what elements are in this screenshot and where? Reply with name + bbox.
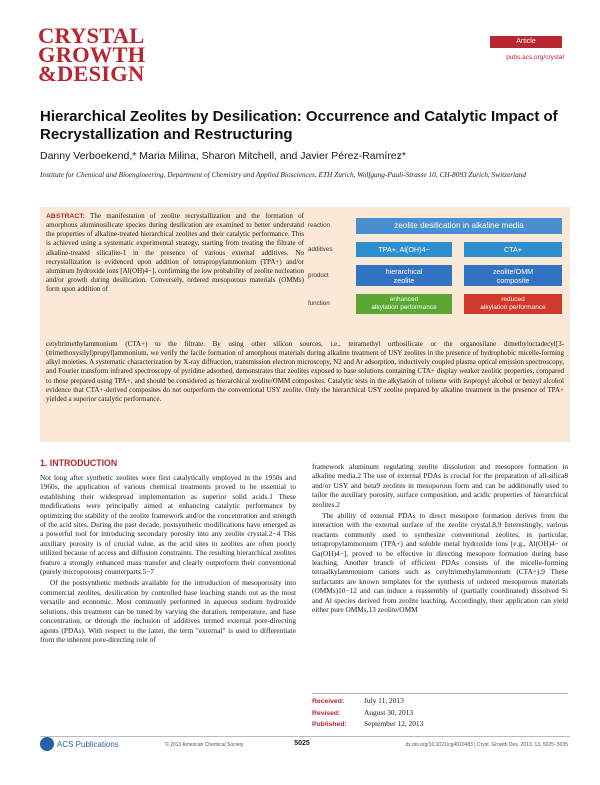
toc-product1-line2: zeolite (393, 276, 415, 285)
toc-function-reduced-box (464, 294, 562, 314)
article-type-tab: Article (490, 36, 562, 48)
date-received-label: Received: (312, 698, 345, 705)
toc-additive-cta-box: CTA+ (464, 242, 562, 257)
affiliation: Institute for Chemical and Bioengineering, Department of Chemistry and Applied Biosciences, ETH Zurich, Wolfgang-Pauli-Strasse 10, CH-8093 Zurich, Switzerland (40, 170, 527, 179)
paragraph: The ability of external PDAs to direct mesopore formation derives from the interaction with the external surface of the zeolite crystal.8,9 Interestingly, various reactants commonly used to synthesize conventional zeolites, in particular, tetrapropylammonium (TPA+) and soluble metal hydroxide ions [e.g., Al(OH)4− or Ga(OH)4−], proved to be effective in directing mesopore formation during base leaching. Another branch of efficient PDAs consists of the micelle-forming tetraalkylammonium cations such as cetyltrimethylammonium (CTA+).9 These surfactants are known templates for the synthesis of ordered mesoporous materials (OMMs)10−12 and can induce a reassembly of (partially coordinated) dissolved Si and Al species derived from zeolite leaching. Accordingly, their application can yield either pure OMMs,13 zeolite/OMM (312, 511, 568, 615)
date-revised-value: August 30, 2013 (364, 707, 414, 717)
toc-reaction-box: zeolite desilication in alkaline media (356, 218, 562, 234)
paragraph: Of the postsynthetic methods available for the introduction of mesoporosity into commercial zeolites, desilication by controlled base leaching stands out as the most versatile and economic. Most commonly performed in aqueous sodium hydroxide solutions, this treatment can be tuned by varying the duration, temperature, and base concentration, or through the inclusion of additives termed external pore-directing agents (PDAs). With respect to the latter, the term "external" is used to differentiate from the inherent pore-directing role of (40, 578, 296, 644)
page-number: 5025 (294, 740, 310, 747)
date-published (312, 719, 568, 731)
section-heading-introduction: 1. INTRODUCTION (40, 458, 118, 468)
date-revised (312, 708, 568, 720)
body-column-right (312, 462, 568, 615)
copyright-notice: © 2013 American Chemical Society (165, 742, 244, 748)
toc-function-enhanced-box (356, 294, 452, 314)
acs-logo-icon (40, 737, 54, 751)
logo-line-2: GROWTH (38, 42, 146, 67)
toc-product2-line1: zeolite/OMM (492, 267, 534, 276)
toc-row-label-reaction: reaction (308, 222, 331, 229)
toc-row-label-additives: additives (308, 246, 333, 253)
toc-product2-line2: composite (496, 276, 530, 285)
toc-product1-line1: hierarchical (385, 267, 423, 276)
toc-function2-line1: reduced (501, 296, 525, 303)
toc-function2-line2: alkylation performance (480, 304, 546, 311)
toc-additive-tpa-box: TPA+, Al(OH)4− (356, 242, 452, 257)
abstract-label: ABSTRACT: (46, 213, 85, 220)
toc-row-label-function: function (308, 300, 330, 307)
date-received-value: July 11, 2013 (364, 696, 404, 705)
date-received (312, 696, 568, 708)
author-list: Danny Verboekend,* Maria Milina, Sharon Mitchell, and Javier Pérez-Ramírez* (40, 150, 406, 162)
logo-line-1: CRYSTAL (38, 23, 145, 48)
publication-dates (312, 693, 568, 731)
abstract-part-2: cetyltrimethylammonium (CTA+) to the filtrate. By using other silicon sources, i.e., tetramethyl orthosilicate or the organosilane dimethyloctadecyl[3-(trimethoxysilyl)propyl]ammonium, we verify the facile formation of amorphous materials during alkaline treatment of USY zeolites in the presence of hydrophobic micelle-forming alkyl moieties. A systematic characterization by X-ray diffraction, transmission electron microscopy, N2 and Ar adsorption, inductively coupled plasma optical emission spectroscopy, and Fourier transform infrared spectroscopy of pyridine adsorbed, demonstrates that zeolites exposed to base solutions containing CTA+ display weaker zeolitic properties, compared to those prepared using TPA+, and should be considered as hierarchical zeolite/OMM composites. Catalytic tests in the alkylation of toluene with isopropyl alcohol or benzyl alcohol evidence that CTA+-derived composites do not outperform the conventional USY zeolite. Only the hierarchical USY zeolite prepared by alkaline treatment in the presence of TPA+ yielded a superior catalytic performance. (46, 340, 564, 403)
journal-url-link[interactable]: pubs.acs.org/crystal (506, 54, 564, 61)
toc-graphic (308, 216, 564, 314)
journal-logo (38, 23, 178, 86)
toc-row-label-product: product (308, 272, 329, 279)
body-column-left (40, 473, 296, 644)
date-published-label: Published: (312, 721, 347, 728)
footer-divider (40, 736, 570, 737)
toc-product-hierarchical-box (356, 265, 452, 286)
toc-function1-line1: enhanced (389, 296, 419, 303)
logo-line-3: &DESIGN (38, 61, 145, 86)
toc-product-composite-box (464, 265, 562, 286)
toc-function1-line2: alkylation performance (371, 304, 437, 311)
date-published-value: September 12, 2013 (364, 719, 424, 728)
article-title: Hierarchical Zeolites by Desilication: Occurrence and Catalytic Impact of Recrystallization and Restructuring (40, 108, 558, 143)
abstract-text-1: The manifestation of zeolite recrystallization and the formation of amorphous aluminosilicate species during desilication are examined to better understand the properties of alkaline-treated hierarchical zeolites and their catalytic performance. This is achieved using a systematic experimental strategy, starting from treating the filtrate of alkaline-treated silicalite-1 in the presence of various external additives. No recrystallization is evidenced upon addition of tetrapropylammonium (TPA+) and/or aluminum hydroxide ions [Al(OH)4−], confirming the low probability of zeolite nucleation and/or growth during desilication. Conversely, ordered mesoporous materials (OMMs) form upon addition of (46, 212, 305, 294)
doi-citation[interactable]: dx.doi.org/10.1021/cg4010483 | Cryst. Growth Des. 2013, 13, 5025−5035 (405, 742, 568, 748)
abstract-part-1 (46, 212, 304, 294)
acs-publications-logo[interactable] (40, 738, 160, 758)
publisher-name: ACS Publications (57, 740, 119, 750)
paragraph: Not long after synthetic zeolites were first catalytically employed in the 1950s and 1960s, the application of various chemical treatments proved to be essential to establishing their widespread implementation as superior solid acids.1 These modifications were principally aimed at enhancing catalytic performance by optimizing the stability of the zeolite framework and/or the concentration and strength of the acid sites. During the past decade, postsynthetic modifications have emerged as a powerful tool for introducing secondary porosity into any zeolite crystal.2−4 This auxiliary porosity is of crucial value, as the acid sites in zeolites are often poorly utilized because of access and diffusion constraints. The resulting hierarchical zeolites feature a strongly enhanced mass transfer and clearly outperform their conventional (purely microporous) counterparts.5−7 (40, 473, 296, 577)
paragraph: framework aluminum regulating zeolite dissolution and mesopore formation in alkaline media.2 The use of external PDAs is crucial for the preparation of all-silica8 and/or USY and beta9 zeolites in mesoporous form and can be additionally used to tailor the auxiliary porosity, surface composition, and acidic properties of hierarchical zeolites.2 (312, 462, 568, 509)
date-revised-label: Revised: (312, 709, 341, 717)
